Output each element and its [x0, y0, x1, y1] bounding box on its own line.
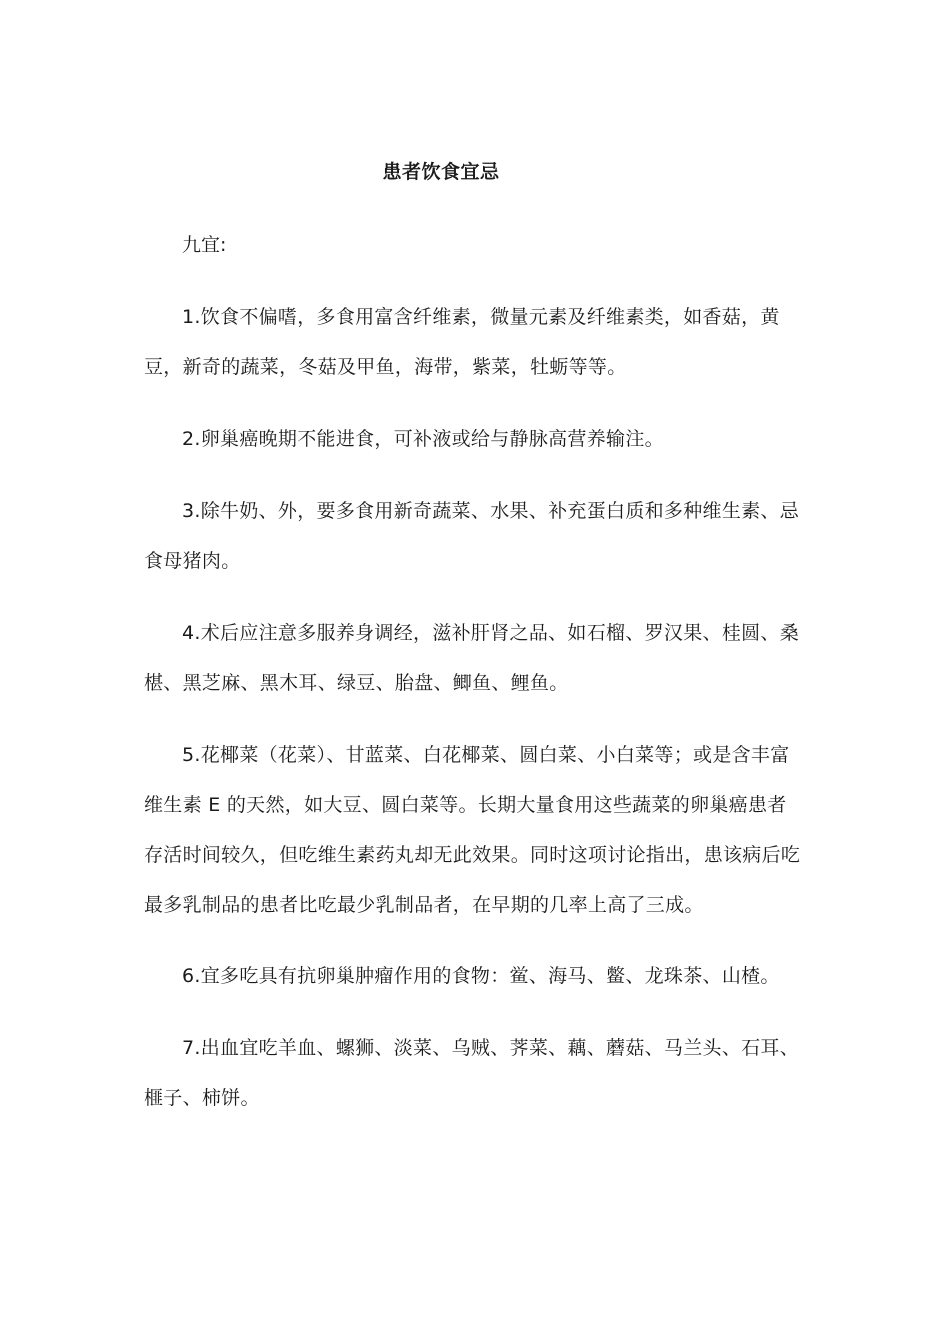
diet-item-6: 6.宜多吃具有抗卵巢肿瘤作用的食物：鲎、海马、鳖、龙珠茶、山楂。: [182, 965, 780, 987]
diet-item-4: 4.术后应注意多服养身调经，滋补肝肾之品、如石榴、罗汉果、桂圆、桑椹、黑芝麻、黑木耳、绿豆、胎盘、鲫鱼、鲤鱼。: [144, 622, 800, 694]
diet-item-3: 3.除牛奶、外，要多食用新奇蔬菜、水果、补充蛋白质和多种维生素、忌食母猪肉。: [144, 500, 800, 572]
diet-item-7: 7.出血宜吃羊血、螺狮、淡菜、乌贼、荠菜、藕、蘑菇、马兰头、石耳、榧子、柿饼。: [144, 1037, 800, 1109]
diet-item-5: 5.花椰菜（花菜）、甘蓝菜、白花椰菜、圆白菜、小白菜等；或是含丰富维生素 E 的天然，如大豆、圆白菜等。长期大量食用这些蔬菜的卵巢癌患者存活时间较久，但吃维生素药丸却无此效果。同时这项讨论指出，患该病后吃最多乳制品的患者比吃最少乳制品者，在早期的几率上高了三成。: [144, 744, 801, 916]
diet-item-2: 2.卵巢癌晚期不能进食，可补液或给与静脉高营养输注。: [182, 428, 664, 450]
section-heading: 九宜:: [182, 234, 227, 256]
document-title: 患者饮食宜忌: [382, 161, 500, 183]
diet-item-1: 1.饮食不偏嗜，多食用富含纤维素，微量元素及纤维素类，如香菇，黄豆，新奇的蔬菜，冬菇及甲鱼，海带，紫菜，牡蛎等等。: [144, 306, 780, 378]
